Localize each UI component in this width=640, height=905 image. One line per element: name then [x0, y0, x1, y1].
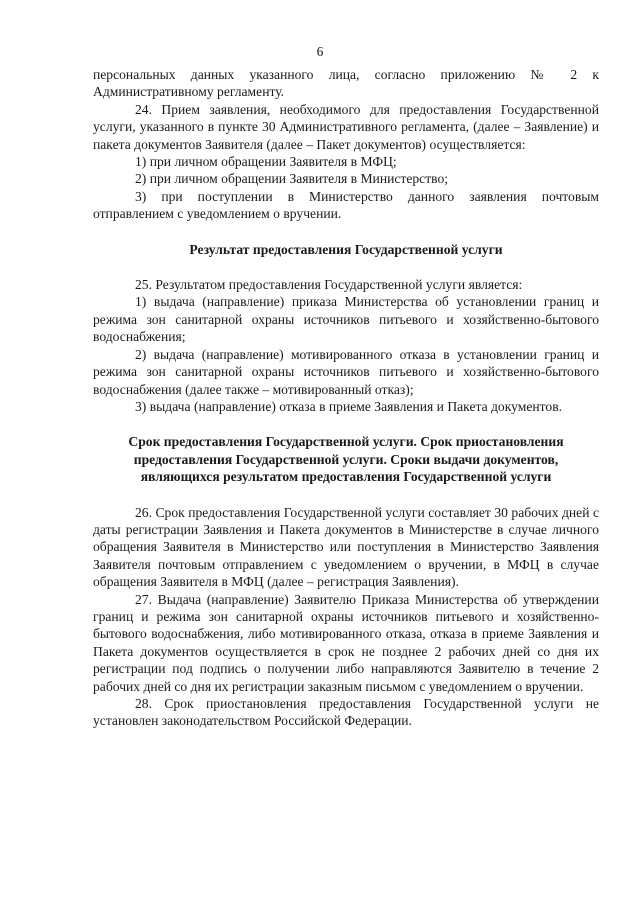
- list-item: 3) при поступлении в Министерство данного заявления почтовым отправлением с уведомлением о вручении.: [93, 188, 599, 222]
- paragraph-26: 26. Срок предоставления Государственной услуги составляет 30 рабочих дней с даты регистрации Заявления и Пакета документов в Министерстве в случае личного обращения Заявителя в Министерство или поступления в Министерство Заявления Заявителя почтовым отправлением с уведомлением о вручении, в МФЦ в случае обращения Заявителя в МФЦ (далее – регистрация Заявления).: [93, 504, 599, 590]
- list-item: 3) выдача (направление) отказа в приеме Заявления и Пакета документов.: [135, 398, 563, 414]
- paragraph-25: 25. Результатом предоставления Государственной услуги является:: [135, 277, 523, 293]
- section-heading-result: Результат предоставления Государственной услуги: [189, 241, 503, 257]
- list-item: 2) выдача (направление) мотивированного отказа в установлении границ и режима зон санитарной охраны источников питьевого и хозяйственно-бытового водоснабжения (далее также – мотивированный отказ);: [93, 346, 599, 397]
- document-body: [93, 66, 599, 730]
- list-item: 2) при личном обращении Заявителя в Министерство;: [135, 171, 449, 187]
- continuation-paragraph: персональных данных указанного лица, согласно приложению № 2 к Административному регламенту.: [93, 67, 599, 100]
- list-item: 1) выдача (направление) приказа Министерства об установлении границ и режима зон санитарной охраны источников питьевого и хозяйственно-бытового водоснабжения;: [93, 294, 599, 345]
- section-heading-terms: Срок предоставления Государственной услуги. Срок приостановления предоставления Государственной услуги. Сроки выдачи документов, являющихся результатом предоставления Государственной услуги: [128, 434, 564, 485]
- paragraph-27: 27. Выдача (направление) Заявителю Приказа Министерства об утверждении границ и режима зон санитарной охраны источников питьевого и хозяйственно-бытового водоснабжения, либо мотивированного отказа, отказа в приеме Заявления и Пакета документов осуществляется в срок не позднее 2 рабочих дней со дня их регистрации под подпись о получении либо направляются Заявителю в течение 2 рабочих дней со дня их регистрации заказным письмом с уведомлением о вручении.: [93, 591, 599, 694]
- page-number: 6: [316, 44, 324, 59]
- paragraph-24: 24. Прием заявления, необходимого для предоставления Государственной услуги, указанного в пункте 30 Административного регламента, (далее – Заявление) и пакета документов Заявителя (далее – Пакет документов) осуществляется:: [93, 101, 599, 152]
- paragraph-28: 28. Срок приостановления предоставления Государственной услуги не установлен законодательством Российской Федерации.: [93, 696, 599, 729]
- list-item: 1) при личном обращении Заявителя в МФЦ;: [135, 154, 397, 170]
